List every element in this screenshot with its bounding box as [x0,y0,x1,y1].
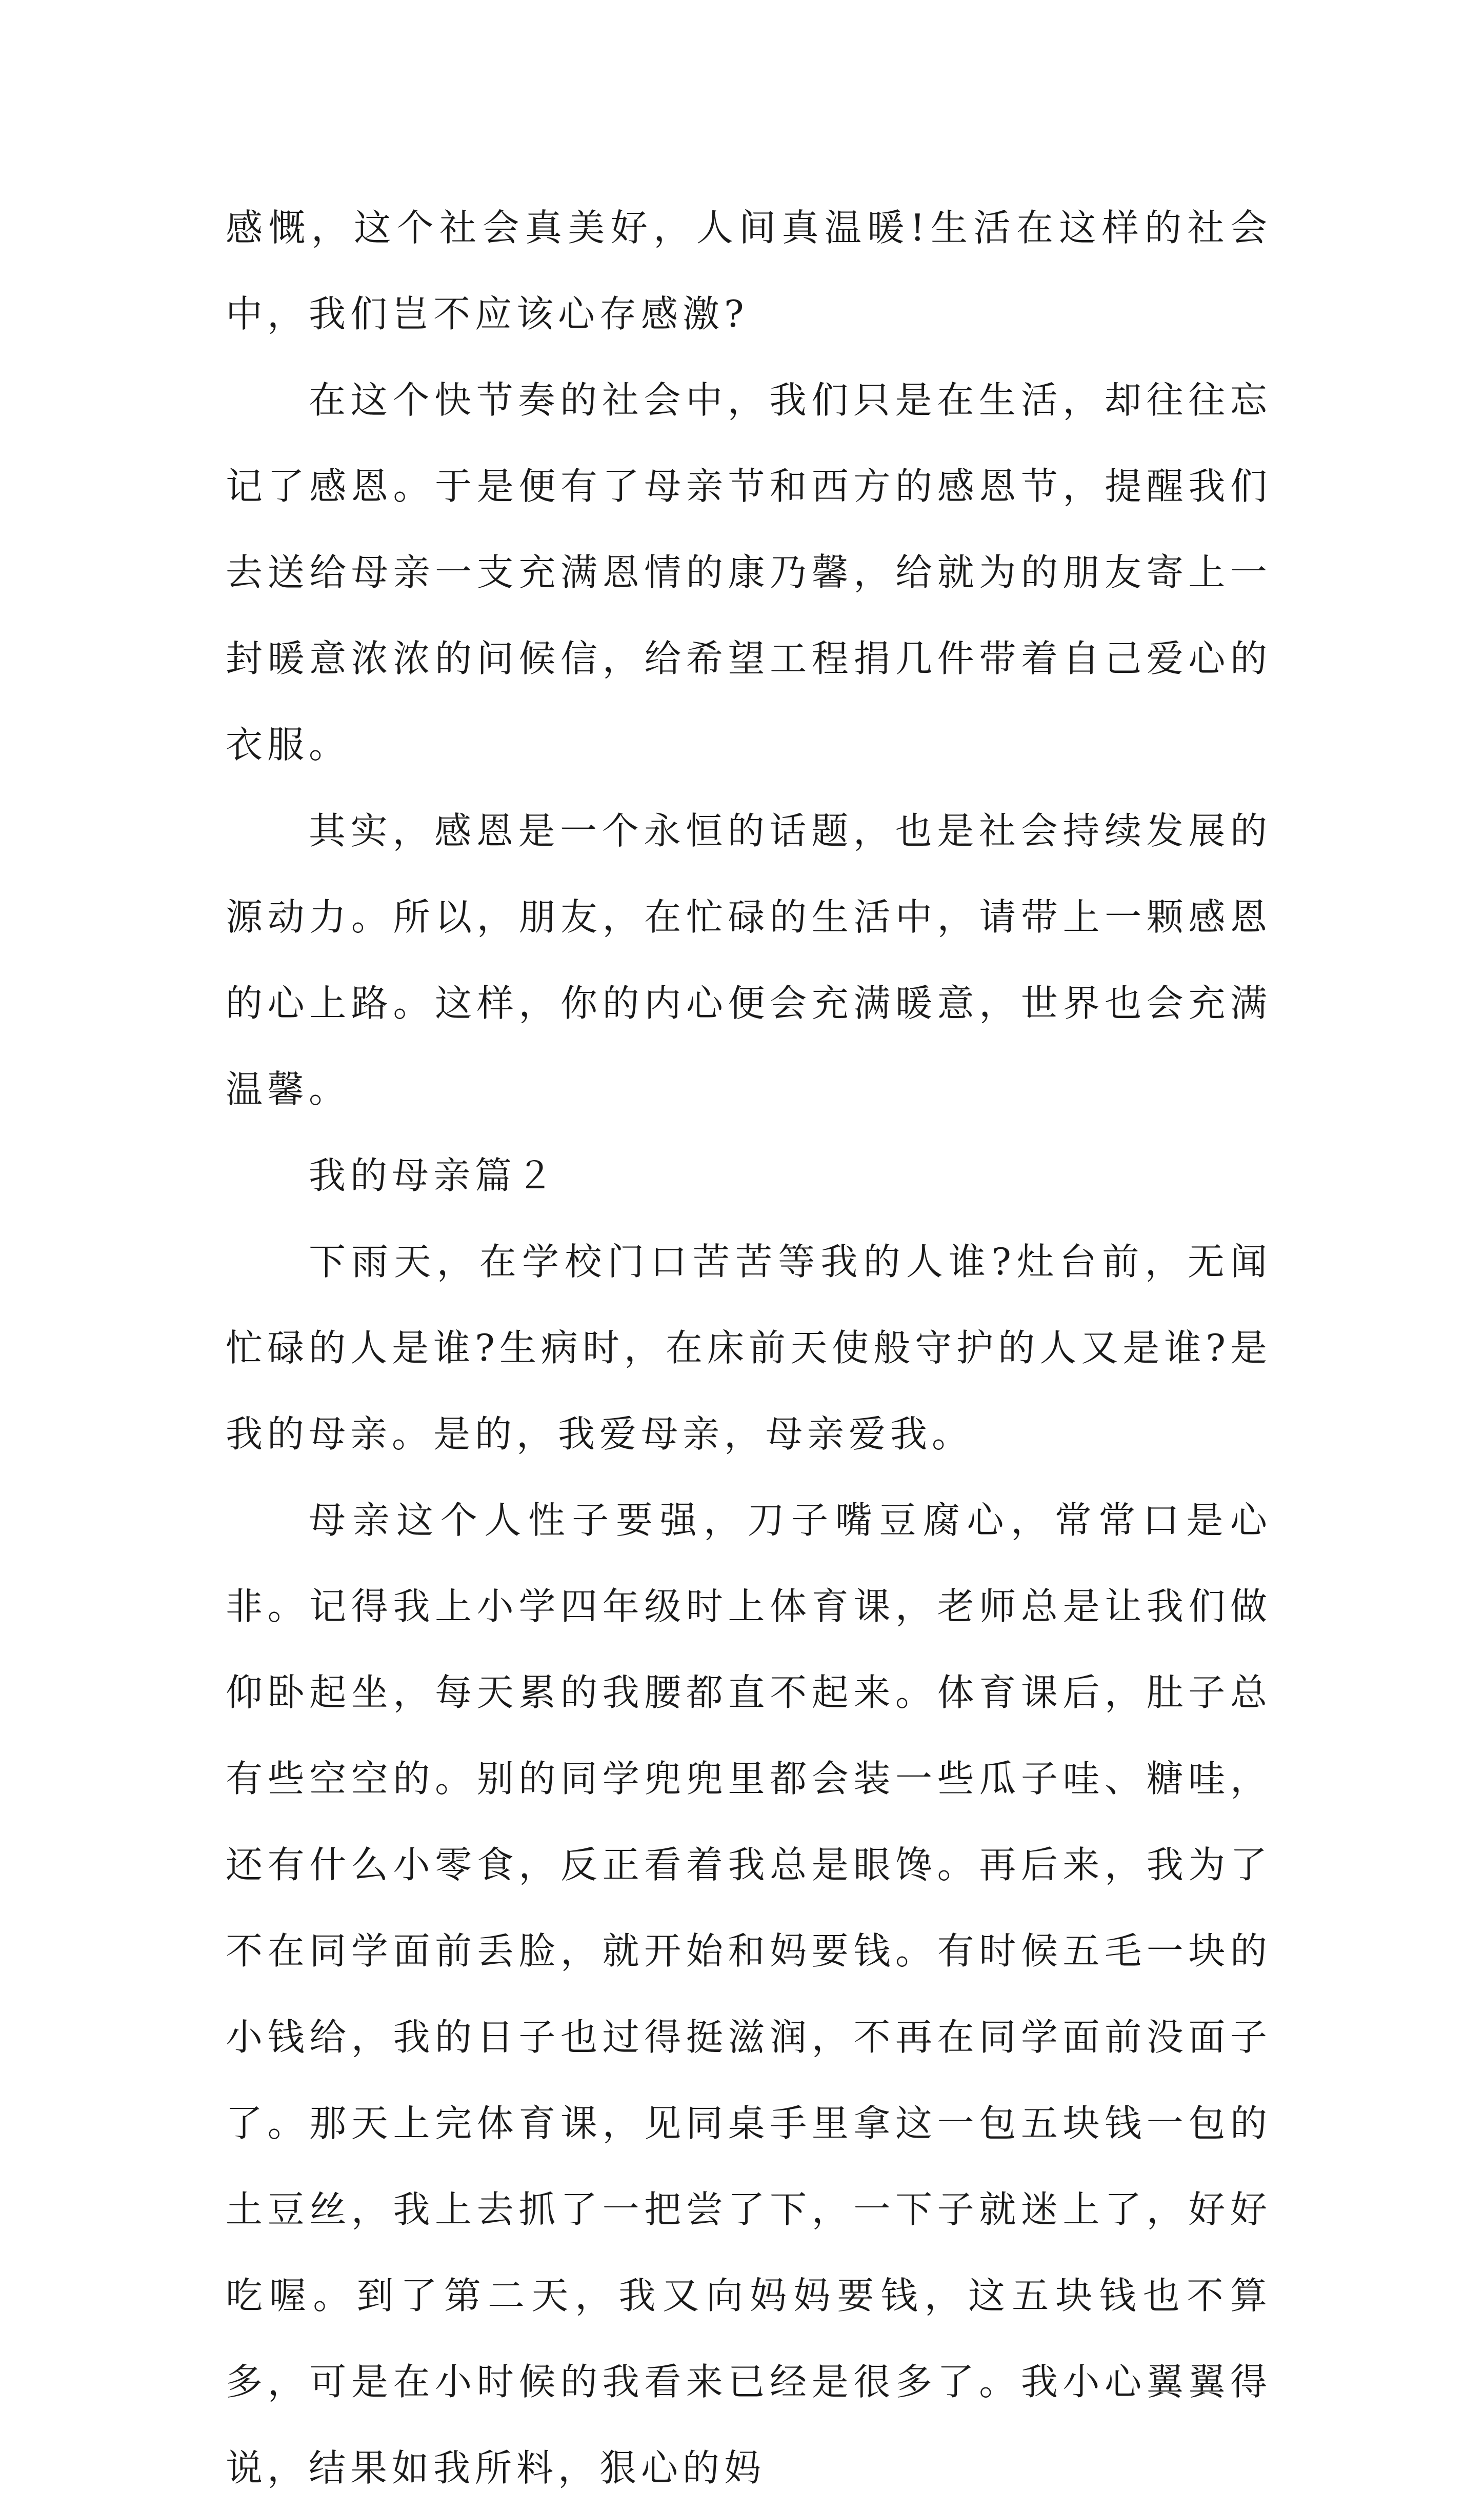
paragraph-2: 在这个快节奏的社会中，我们只是在生活，却往往忘记了感恩。于是便有了母亲节和西方的感恩节，提醒我们去送给母亲一支充满恩情的康乃馨，给就为的朋友寄上一封暖意浓浓的问候信，给希望工程捐几件带着自己爱心的衣服。 [226,378,1272,766]
document-body [226,185,1272,2511]
paragraph-5: 母亲这个人性子要强，刀子嘴豆腐心，常常口是心非。记得我上小学四年级时上体育课，老师总是让我们做仰卧起坐，每天累的我腰都直不起来。体育课后，肚子总有些空空的。别的同学兜兜里都会装一些瓜子哇、糖哇，还有什么小零食，反正看着我总是眼馋。再后来，我为了不在同学面前丢脸，就开始和妈要钱。有时候五毛一块的小钱给，我的日子也过得挺滋润，不再在同学面前没面子了。那天上完体育课，见同桌手里拿这一包五块钱一包的土豆丝，我上去抓了一把尝了下，一下子就迷上了，好好吃喔。到了第二天，我又向妈妈要钱，这五块钱也不算多，可是在小时候的我看来已经是很多了。我小心翼翼得说，结果如我所料，狠心的妈 [226,1499,1272,2489]
paragraph-3: 其实，感恩是一个永恒的话题，也是社会持续发展的源动力。所以，朋友，在忙碌的生活中，请带上一颗感恩的心上路。这样，你的内心便会充满暖意，世界也会充满温馨。 [226,809,1272,1111]
paragraph-1: 感慨，这个社会真美好，人间真温暖!生活在这样的社会中，我们岂不应该心存感激? [226,206,1272,335]
section-title: 我的母亲篇２ [309,1154,558,1197]
paragraph-4: 下雨天，在学校门口苦苦等我的人谁?灶台前，无闻忙碌的人是谁?生病时，在床前天使般守护的人又是谁?是我的母亲。是的，我爱母亲，母亲爱我。 [226,1240,1272,1456]
